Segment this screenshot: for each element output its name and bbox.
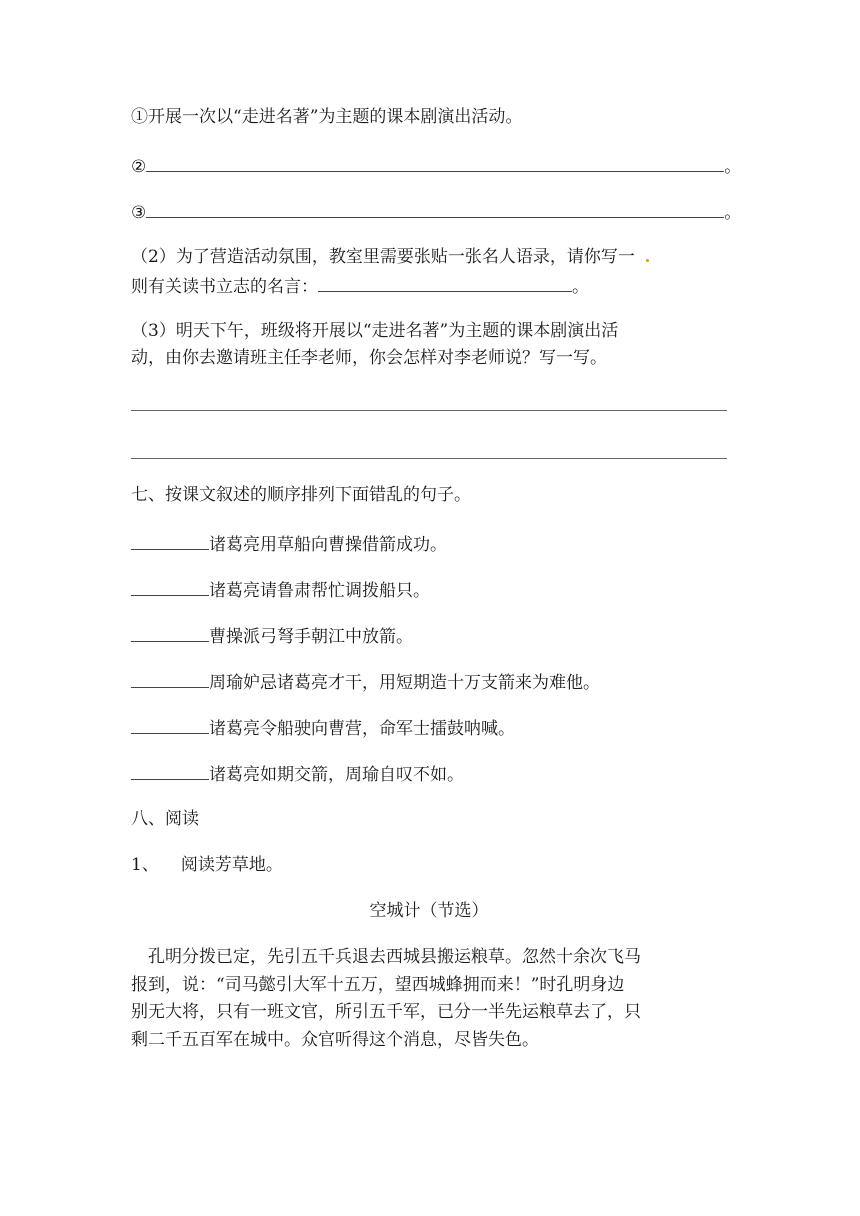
ink-dot-mark [646, 259, 649, 262]
activity-item-3-end: 。 [724, 203, 742, 223]
ordering-item-text: 诸葛亮令船驶向曹营，命军士擂鼓呐喊。 [209, 719, 515, 739]
ordering-item [131, 531, 447, 557]
question-2-prefix: 则有关读书立志的名言： [131, 277, 318, 297]
ordering-item [131, 577, 430, 603]
passage-line: 报到，说：“司马懿引大军十五万，望西城蜂拥而来！”时孔明身边 [131, 975, 625, 995]
question-2-line-2 [131, 273, 589, 299]
ordering-item-text: 周瑜妒忌诸葛亮才干，用短期造十万支箭来为难他。 [209, 673, 600, 693]
passage-line: 别无大将，只有一班文官，所引五千军，已分一半先运粮草去了，只 [131, 1002, 641, 1022]
order-blank[interactable] [131, 623, 209, 642]
passage-line: 剩二千五百军在城中。众官听得这个消息，尽皆失色。 [131, 1030, 539, 1050]
ordering-item [131, 623, 413, 649]
ordering-item-text: 诸葛亮请鲁肃帮忙调拨船只。 [209, 581, 430, 601]
question-3-line-1: （3）明天下午，班级将开展以“走进名著”为主题的课本剧演出活 [131, 321, 619, 341]
order-blank[interactable] [131, 531, 209, 550]
section-7-title: 七、按课文叙述的顺序排列下面错乱的句子。 [131, 485, 471, 505]
ordering-item [131, 761, 464, 787]
activity-item-2-end: 。 [724, 157, 742, 177]
reading-subsection-title: 阅读芳草地。 [180, 855, 283, 875]
question-3-line-2: 动，由你去邀请班主任李老师，你会怎样对李老师说？写一写。 [131, 348, 607, 368]
reading-subsection-number: 1、 [131, 855, 159, 875]
order-blank[interactable] [131, 577, 209, 596]
activity-item-3 [131, 199, 741, 225]
activity-item-2 [131, 153, 741, 179]
reading-subsection [131, 853, 283, 877]
question-2-end: 。 [572, 277, 589, 297]
answer-blank-3[interactable] [146, 199, 724, 218]
ordering-item-text: 诸葛亮如期交箭，周瑜自叹不如。 [209, 765, 464, 785]
ordering-item-text: 诸葛亮用草船向曹操借箭成功。 [209, 535, 447, 555]
ordering-item [131, 669, 600, 695]
order-blank[interactable] [131, 715, 209, 734]
answer-line-1[interactable] [131, 410, 727, 411]
section-8-title: 八、阅读 [131, 809, 199, 829]
question-2-line-1: （2）为了营造活动氛围，教室里需要张贴一张名人语录，请你写一 [131, 247, 635, 267]
passage-title: 空城计（节选） [369, 901, 489, 921]
passage-line: 孔明分拨已定，先引五千兵退去西城县搬运粮草。忽然十余次飞马 [148, 947, 641, 967]
quote-answer-blank[interactable] [318, 273, 572, 292]
answer-line-2[interactable] [131, 458, 727, 459]
activity-item-1: ①开展一次以“走进名著”为主题的课本剧演出活动。 [131, 107, 523, 127]
activity-item-2-number: ② [131, 157, 147, 177]
order-blank[interactable] [131, 669, 209, 688]
ordering-item-text: 曹操派弓弩手朝江中放箭。 [209, 627, 413, 647]
order-blank[interactable] [131, 761, 209, 780]
ordering-item [131, 715, 515, 741]
answer-blank-2[interactable] [146, 153, 724, 172]
activity-item-3-number: ③ [131, 203, 147, 223]
